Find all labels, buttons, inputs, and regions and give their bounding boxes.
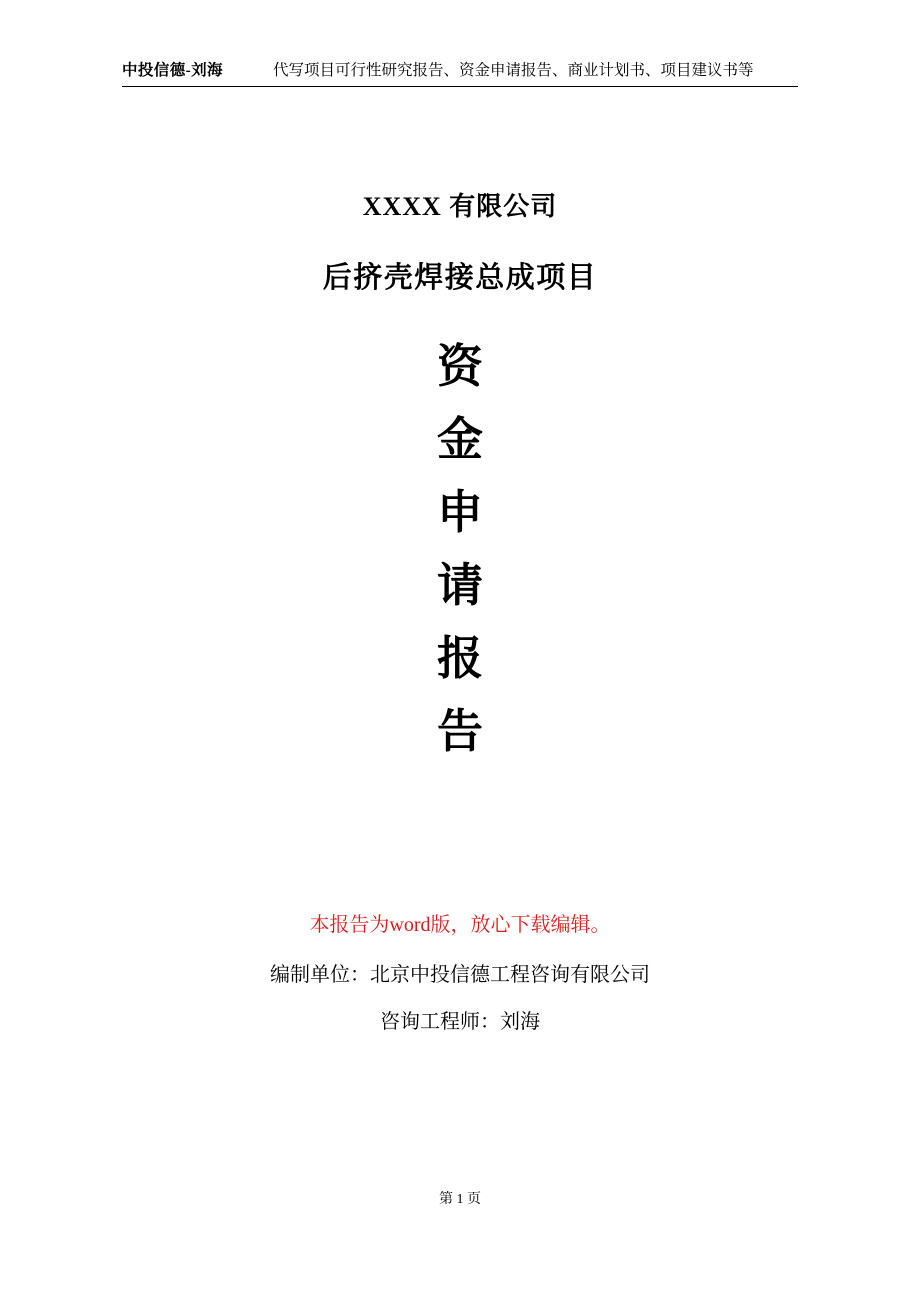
vertical-char: 资 <box>437 341 483 392</box>
company-name: XXXX 有限公司 <box>362 192 558 221</box>
header-author: 中投信德-刘海 <box>122 62 223 79</box>
vertical-char: 请 <box>437 560 483 611</box>
consulting-engineer: 咨询工程师：刘海 <box>380 1011 540 1033</box>
vertical-char: 告 <box>437 706 483 757</box>
vertical-char: 申 <box>437 487 483 538</box>
project-title: 后挤壳焊接总成项目 <box>322 262 598 294</box>
page-header <box>122 58 798 87</box>
preparing-organization: 编制单位：北京中投信德工程咨询有限公司 <box>270 964 650 986</box>
page-number: 第 1 页 <box>439 1192 481 1207</box>
vertical-char: 报 <box>437 633 483 684</box>
report-type-vertical <box>0 330 920 768</box>
download-notice: 本报告为word版，放心下载编辑。 <box>309 914 611 936</box>
vertical-char: 金 <box>437 414 483 465</box>
header-services: 代写项目可行性研究报告、资金申请报告、商业计划书、项目建议书等 <box>272 62 754 79</box>
